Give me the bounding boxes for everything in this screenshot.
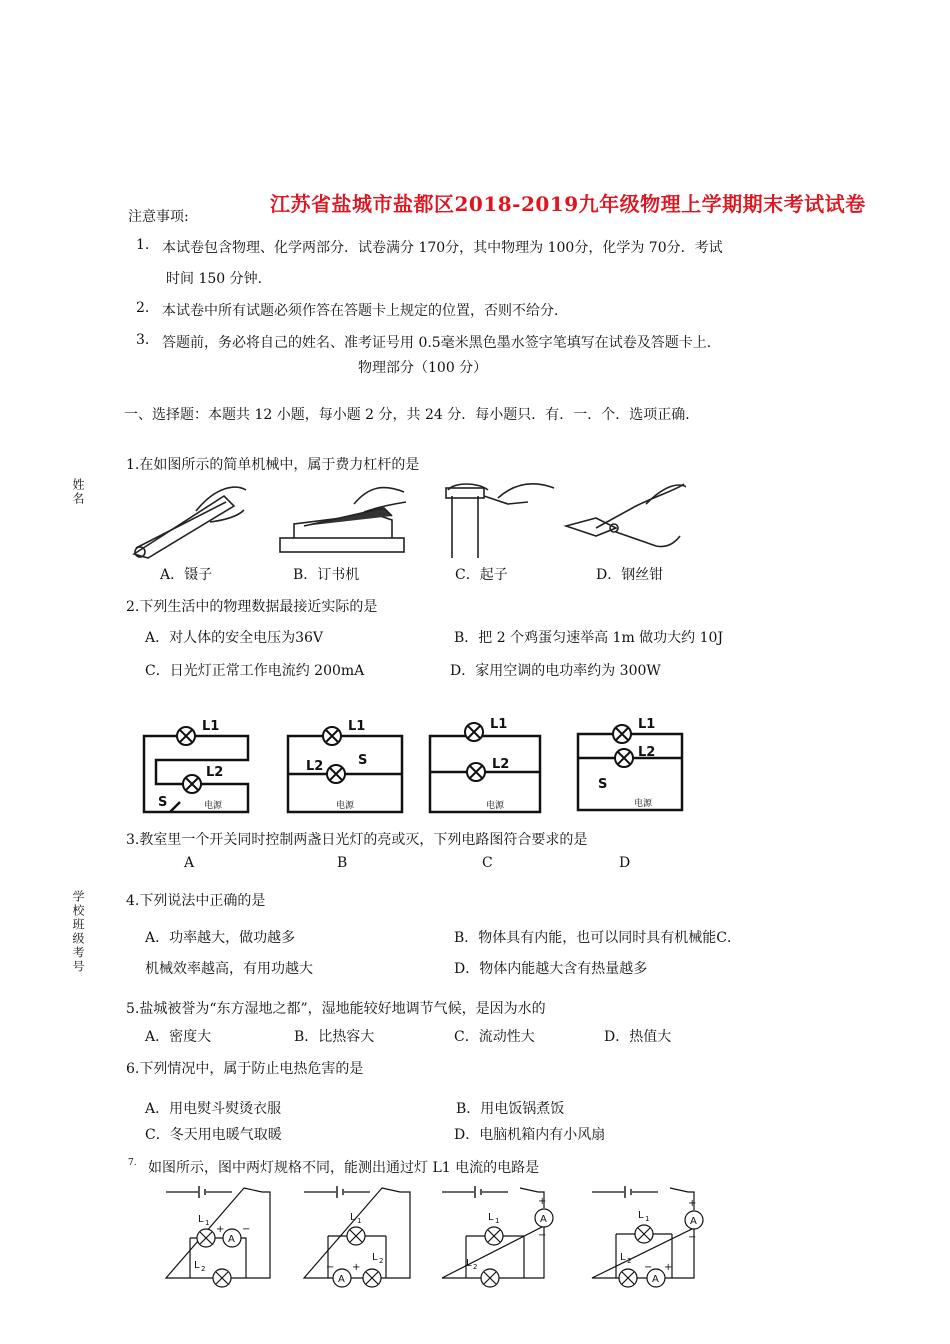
- q3-label-s: S: [158, 795, 168, 810]
- q7-label-l2: L: [372, 1252, 378, 1263]
- q3-label-a: A: [184, 855, 195, 871]
- q7-label-l1-sub: 1: [357, 1217, 362, 1225]
- q7-minus: −: [242, 1224, 251, 1235]
- q3-circuits: [140, 712, 700, 822]
- q7-plus: +: [352, 1262, 361, 1273]
- q7-plus: +: [216, 1224, 225, 1235]
- q3-label-c: C: [482, 855, 493, 871]
- q1-figures: [126, 476, 686, 566]
- q4-option-b: B．物体具有内能，也可以同时具有机械能C．: [454, 930, 741, 946]
- q6-option-a: A．用电熨斗熨烫衣服: [145, 1101, 282, 1117]
- q7-label-l2: L: [466, 1258, 472, 1269]
- section-one-heading: 一、选择题：本题共 12 小题，每小题 2 分，共 24 分．每小题只．有．一．个．选项正确．: [124, 407, 700, 423]
- q6-option-b: B．用电饭锅煮饭: [456, 1101, 565, 1117]
- q3-label-d: D: [619, 855, 631, 871]
- q5-option-c: C．流动性大: [454, 1029, 535, 1045]
- q7-label-l1: L: [350, 1212, 356, 1223]
- q7-circuits: [160, 1180, 720, 1290]
- q3-label-l2: L2: [638, 745, 656, 760]
- notice-number: 2.: [136, 300, 150, 316]
- notice-number: 3.: [136, 332, 150, 348]
- q7-ammeter-label: A: [228, 1234, 235, 1245]
- notice-text: 本试卷包含物理、化学两部分．试卷满分 170分，其中物理为 100分，化学为 70分．考试: [162, 240, 723, 256]
- q7-ammeter-label: A: [652, 1274, 659, 1285]
- q7-plus: +: [688, 1198, 697, 1209]
- q4-option-a: A．功率越大，做功越多: [145, 930, 296, 946]
- q2-option-b: B．把 2 个鸡蛋匀速举高 1m 做功大约 10J: [454, 630, 724, 646]
- q3-label-l1: L1: [490, 717, 508, 732]
- q7-label-l1: L: [638, 1210, 644, 1221]
- q1-option-a: A．镊子: [160, 567, 213, 583]
- section-part-heading: 物理部分（100 分）: [358, 360, 488, 376]
- q6-option-c: C．冬天用电暖气取暖: [145, 1127, 282, 1143]
- question-5-stem: 5.盐城被誉为“东方湿地之都”，湿地能较好地调节气候，是因为水的: [126, 1001, 546, 1017]
- notice-text: 答题前，务必将自己的姓名、准考证号用 0.5毫米黑色墨水签字笔填写在试卷及答题卡上．: [162, 335, 721, 351]
- q7-label-l1-sub: 1: [205, 1219, 210, 1227]
- q7-label-l1: L: [198, 1214, 204, 1225]
- question-1-stem: 1.在如图所示的简单机械中，属于费力杠杆的是: [126, 457, 420, 473]
- question-2-stem: 2.下列生活中的物理数据最接近实际的是: [126, 599, 378, 615]
- q3-label-b: B: [337, 855, 348, 871]
- q5-option-a: A．密度大: [145, 1029, 212, 1045]
- q7-label-l2-sub: 2: [473, 1263, 478, 1271]
- q3-label-l2: L2: [306, 759, 324, 774]
- q7-label-l2: L: [620, 1252, 626, 1263]
- q7-label-l2-sub: 2: [627, 1257, 632, 1265]
- q2-option-a: A．对人体的安全电压为36V: [145, 630, 324, 646]
- q7-plus: +: [538, 1196, 547, 1207]
- q2-option-c: C．日光灯正常工作电流约 200mA: [145, 663, 365, 679]
- stapler-figure: [280, 488, 406, 552]
- q1-option-b: B．订书机: [293, 567, 360, 583]
- q3-label-s: S: [358, 753, 368, 768]
- question-4-stem: 4.下列说法中正确的是: [126, 893, 266, 909]
- q3-label-l2: L2: [206, 765, 224, 780]
- q7-ammeter-label: A: [690, 1216, 697, 1227]
- q7-label-l2-sub: 2: [379, 1257, 384, 1265]
- q7-label-l1-sub: 1: [495, 1217, 500, 1225]
- q7-minus: −: [644, 1262, 653, 1273]
- q6-option-d: D．电脑机箱内有小风扇: [454, 1127, 606, 1143]
- q5-option-d: D．热值大: [604, 1029, 672, 1045]
- notice-header: 注意事项:: [128, 209, 189, 225]
- q3-label-power: 电源: [336, 801, 355, 811]
- q7-plus: +: [664, 1262, 673, 1273]
- q7-label-l1-sub: 1: [645, 1215, 650, 1223]
- notice-number: 1.: [136, 237, 150, 253]
- q3-label-power: 电源: [204, 801, 223, 811]
- q3-label-power: 电源: [634, 799, 653, 809]
- q3-label-l2: L2: [492, 757, 510, 772]
- q5-option-b: B．比热容大: [294, 1029, 375, 1045]
- q3-label-l1: L1: [202, 719, 220, 734]
- page-title: 江苏省盐城市盐都区2018-2019九年级物理上学期期末考试试卷: [270, 192, 866, 216]
- bottle-opener-figure: [446, 484, 554, 558]
- question-7-number: 7.: [128, 1158, 137, 1168]
- q3-label-power: 电源: [486, 801, 505, 811]
- notice-text: 本试卷中所有试题必须作答在答题卡上规定的位置，否则不给分．: [162, 303, 568, 319]
- pliers-figure: [566, 484, 686, 547]
- q4-option-d: D．物体内能越大含有热量越多: [454, 961, 648, 977]
- side-label-name: 姓名: [71, 478, 85, 506]
- q1-option-c: C．起子: [455, 567, 508, 583]
- q4-option-c: 机械效率越高，有用功越大: [145, 961, 313, 977]
- notice-text: 时间 150 分钟．: [166, 271, 272, 287]
- side-label-school: 学校班级考号: [71, 890, 85, 974]
- question-6-stem: 6.下列情况中，属于防止电热危害的是: [126, 1061, 364, 1077]
- q7-ammeter-label: A: [540, 1214, 547, 1225]
- tweezers-figure: [134, 487, 246, 558]
- q7-minus: −: [538, 1230, 547, 1241]
- q7-label-l2: L: [194, 1260, 200, 1271]
- question-7-stem: 如图所示，图中两灯规格不同，能测出通过灯 L1 电流的电路是: [148, 1160, 540, 1176]
- q3-label-l1: L1: [348, 719, 366, 734]
- q3-label-l1: L1: [638, 717, 656, 732]
- q7-minus: −: [688, 1232, 697, 1243]
- q2-option-d: D．家用空调的电功率约为 300W: [450, 663, 661, 679]
- q3-label-s: S: [598, 777, 608, 792]
- q7-label-l2-sub: 2: [201, 1265, 206, 1273]
- question-3-stem: 3.教室里一个开关同时控制两盏日光灯的亮或灭，下列电路图符合要求的是: [126, 832, 588, 848]
- q1-option-d: D．钢丝钳: [596, 567, 664, 583]
- q7-minus: −: [326, 1262, 335, 1273]
- q7-label-l1: L: [488, 1212, 494, 1223]
- q7-ammeter-label: A: [338, 1274, 345, 1285]
